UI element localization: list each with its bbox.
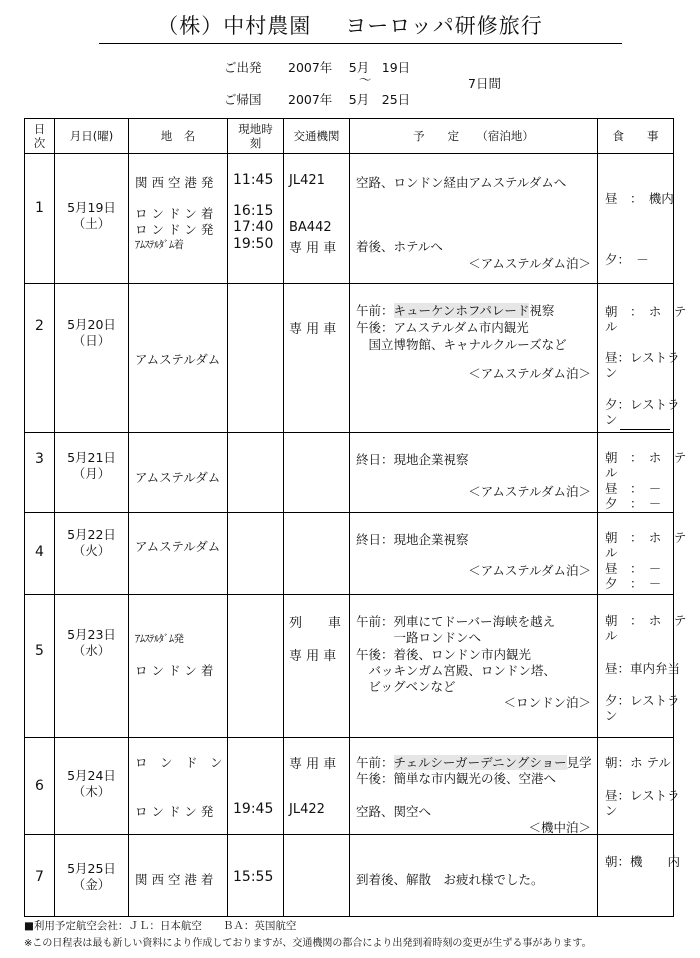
header-time: 現地時 刻 <box>228 119 284 154</box>
schedule-line: 空路、ロンドン経由アムステルダムへ <box>356 175 567 190</box>
table-row <box>25 154 674 284</box>
trip-title: ヨーロッパ研修旅行 <box>345 14 543 38</box>
transport: JL422 <box>289 802 325 817</box>
day-date: 5月21日 <box>67 450 116 465</box>
transport: 専 用 車 <box>289 649 337 664</box>
day-weekday: （金） <box>72 877 111 892</box>
day-weekday: （木） <box>72 784 111 799</box>
departure-date: 2007年 5月 19日 <box>288 60 411 75</box>
schedule-line: 終日：現地企業視察 <box>356 452 469 467</box>
schedule-line: 国立博物館、キャナルクルーズなど <box>356 337 567 352</box>
schedule-line: 午後：アムステルダム市内観光 <box>356 320 529 335</box>
local-time: 16:15 <box>233 203 274 219</box>
day-number: 2 <box>35 318 44 334</box>
place: ロ ン ド ン <box>135 755 223 770</box>
schedule-line: 午後：着後、ロンドン市内観光 <box>356 647 532 662</box>
schedule-line: 一路ロンドンへ <box>356 630 482 645</box>
transport: 専 用 車 <box>289 757 337 772</box>
place: アムステルダム <box>135 470 221 485</box>
stay-location: ＜アムステルダム泊＞ <box>468 563 591 578</box>
meal-dinner: 夕：レストラン <box>605 397 680 427</box>
day-number: 4 <box>35 544 44 560</box>
place: ロ ン ド ン 発 <box>135 804 214 819</box>
place: 関 西 空 港 発 <box>135 175 214 190</box>
meal-dinner: 夕 ： － <box>605 496 662 511</box>
day-number: 6 <box>35 778 44 794</box>
table-row <box>25 284 674 433</box>
table-row <box>25 835 674 917</box>
day-date: 5月24日 <box>67 768 116 783</box>
highlighted-event: キューケンホフパレード <box>393 303 530 318</box>
day-weekday: （火） <box>72 543 111 558</box>
header-date: 月日(曜) <box>55 119 129 154</box>
meal-dinner: 夕：レストラン <box>605 693 680 723</box>
stay-location: ＜ロンドン泊＞ <box>503 695 591 710</box>
day-number: 5 <box>35 643 44 659</box>
disclaimer-note: ※この日程表は最も新しい資料により作成しておりますが、交通機関の都合により出発到着時刻の変更が生ずる事があります。 <box>24 938 592 949</box>
stay-location: ＜アムステルダム泊＞ <box>468 366 591 381</box>
header-place: 地 名 <box>129 119 228 154</box>
meal-breakfast: 朝 ： ホ テル <box>605 450 687 480</box>
local-time: 15:55 <box>233 869 274 885</box>
place: アムステルダム <box>135 352 221 367</box>
schedule-line: 終日：現地企業視察 <box>356 532 469 547</box>
highlighted-event: チェルシーガーデニングショー <box>393 755 567 770</box>
day-date: 5月19日 <box>67 200 116 215</box>
schedule-line: 午後：簡単な市内観光の後、空港へ <box>356 771 557 786</box>
meal-breakfast: 朝 ： ホ テル <box>605 530 687 560</box>
table-row <box>25 513 674 595</box>
meal-lunch: 昼：レストラン <box>605 788 680 818</box>
return-label: ご帰国 <box>224 92 262 107</box>
local-time: 19:45 <box>233 801 274 817</box>
document-title <box>0 10 700 40</box>
day-weekday: （水） <box>72 643 111 658</box>
local-time: 19:50 <box>233 236 274 252</box>
meal-breakfast: 朝 ： ホ テル <box>605 304 687 334</box>
departure-label: ご出発 <box>224 60 262 75</box>
schedule-line: 着後、ホテルへ <box>356 239 443 254</box>
transport: 専 用 車 <box>289 322 337 337</box>
table-row <box>25 738 674 835</box>
day-number: 1 <box>35 200 44 216</box>
meal-lunch: 昼：レストラン <box>605 350 680 380</box>
place: ロ ン ド ン 着 <box>135 663 214 678</box>
stay-location: ＜アムステルダム泊＞ <box>468 484 591 499</box>
day-number: 3 <box>35 451 44 467</box>
day-weekday: （月） <box>72 466 111 481</box>
meal-dinner: 夕： － <box>605 252 649 267</box>
schedule-line: 空路、関空へ <box>356 804 432 819</box>
transport: 専 用 車 <box>289 241 337 256</box>
table-row <box>25 433 674 513</box>
local-time: 11:45 <box>233 172 274 188</box>
schedule-line: 午前：列車にてドーバー海峡を越え <box>356 614 556 629</box>
meal-lunch: 昼 ： － <box>605 561 662 576</box>
place: ｱﾑｽﾃﾙﾀﾞﾑ着 <box>135 239 184 251</box>
place: 関 西 空 港 着 <box>135 872 214 887</box>
meal-underline <box>620 429 670 430</box>
schedule-line: バッキンガム宮殿、ロンドン塔、 <box>356 663 556 678</box>
local-time: 17:40 <box>233 219 274 235</box>
day-number: 7 <box>35 869 44 885</box>
transport: BA442 <box>289 220 332 235</box>
header-meals: 食 事 <box>598 119 674 154</box>
schedule-line: ビッグベンなど <box>356 679 456 694</box>
day-weekday: （日） <box>72 333 111 348</box>
transport: JL421 <box>289 173 325 188</box>
stay-location: ＜アムステルダム泊＞ <box>468 256 591 271</box>
meal-dinner: 夕 ： － <box>605 576 662 591</box>
place: ロ ン ド ン 発 <box>135 222 214 237</box>
title-underline <box>99 43 622 44</box>
header-day: 日 次 <box>25 119 55 154</box>
meal-lunch: 昼 ： － <box>605 481 662 496</box>
return-date: 2007年 5月 25日 <box>288 92 411 107</box>
company-name: （株）中村農園 <box>157 14 312 38</box>
trip-duration: 7日間 <box>468 76 501 91</box>
day-weekday: （土） <box>72 216 111 231</box>
meal-breakfast: 朝：ホ テル <box>605 755 671 770</box>
meal-breakfast: 朝：機 内 <box>605 854 681 869</box>
itinerary-table <box>24 118 687 917</box>
table-header-row <box>25 119 674 154</box>
day-date: 5月23日 <box>67 627 116 642</box>
header-transport: 交通機関 <box>284 119 350 154</box>
place: アムステルダム <box>135 539 221 554</box>
place: ロ ン ド ン 着 <box>135 206 214 221</box>
place: ｱﾑｽﾃﾙﾀﾞﾑ発 <box>135 633 184 645</box>
table-row <box>25 595 674 738</box>
date-range-tilde: ～ <box>359 72 372 87</box>
day-date: 5月20日 <box>67 317 116 332</box>
header-schedule: 予 定 （宿泊地） <box>350 119 598 154</box>
schedule-line: 到着後、解散 お疲れ様でした。 <box>356 872 544 887</box>
day-date: 5月25日 <box>67 861 116 876</box>
schedule-line: 午前：キューケンホフパレード視察 <box>356 303 555 318</box>
transport: 列 車 <box>289 616 342 631</box>
airline-note: ■利用予定航空会社：ＪＬ：日本航空 ＢＡ：英国航空 <box>24 920 297 932</box>
meal-lunch: 昼：車内弁当 <box>605 661 681 676</box>
schedule-line: 午前：チェルシーガーデニングショー見学 <box>356 755 592 770</box>
meal-lunch: 昼 ： 機内 <box>605 191 674 206</box>
day-date: 5月22日 <box>67 527 116 542</box>
meal-breakfast: 朝 ： ホ テル <box>605 613 687 643</box>
stay-location: ＜機中泊＞ <box>528 820 591 835</box>
